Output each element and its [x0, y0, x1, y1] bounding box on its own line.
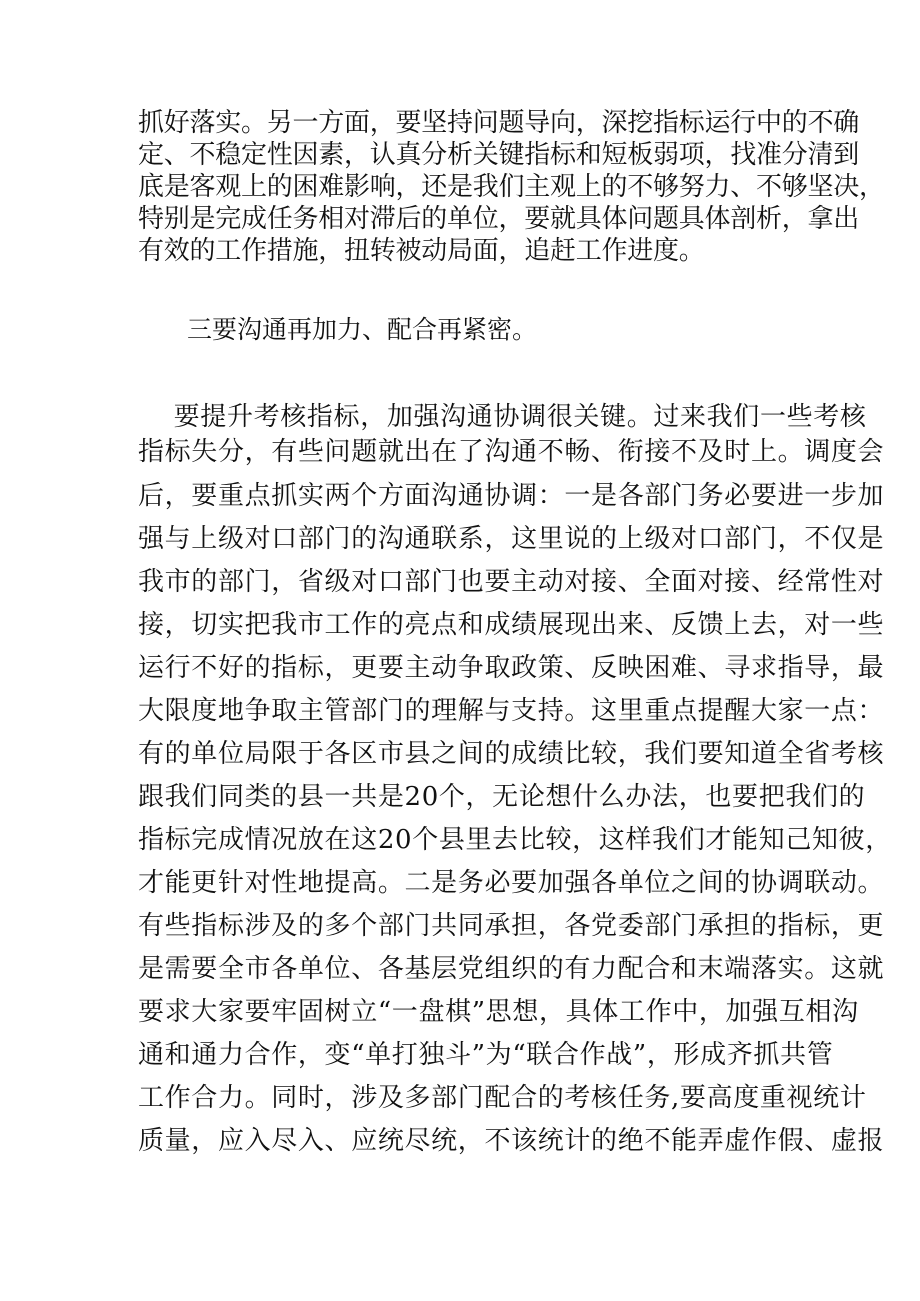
text-line: 有的单位局限于各区市县之间的成绩比较，我们要知道全省考核: [138, 739, 885, 769]
text-line: 运行不好的指标，更要主动争取政策、反映困难、寻求指导，最: [138, 653, 885, 683]
text-line: 通和通力合作，变“单打独斗”为“联合作战”，形成齐抓共管: [138, 1040, 834, 1070]
text-line: 抓好落实。另一方面，要坚持问题导向，深挖指标运行中的不确: [138, 108, 860, 138]
text-line: 质量，应入尽入、应统尽统，不该统计的绝不能弄虚作假、虚报: [138, 1126, 885, 1156]
text-line: 跟我们同类的县一共是20个，无论想什么办法，也要把我们的: [138, 782, 866, 812]
text-line: 后，要重点抓实两个方面沟通协调：一是各部门务必要进一步加: [138, 481, 885, 511]
text-line: 特别是完成任务相对滞后的单位，要就具体问题具体剖析，拿出: [138, 204, 860, 234]
text-line: 要提升考核指标，加强沟通协调很关键。过来我们一些考核: [138, 402, 867, 432]
text-line: 是需要全市各单位、各基层党组织的有力配合和末端落实。这就: [138, 954, 885, 984]
text-line: 强与上级对口部门的沟通联系，这里说的上级对口部门，不仅是: [138, 524, 885, 554]
text-line: 有效的工作措施，扭转被动局面，追赶工作进度。: [138, 236, 705, 266]
text-line: 要求大家要牢固树立“一盘棋”思想，具体工作中，加强互相沟: [138, 997, 859, 1027]
text-line: 指标完成情况放在这20个县里去比较，这样我们才能知己知彼，: [138, 825, 892, 855]
text-line: 接，切实把我市工作的亮点和成绩展现出来、反馈上去，对一些: [138, 610, 885, 640]
text-line: 指标失分，有些问题就出在了沟通不畅、衔接不及时上。调度会: [138, 437, 885, 467]
section-heading: 三要沟通再加力、配合再紧密。: [187, 315, 538, 344]
text-line: 才能更针对性地提高。二是务必要加强各单位之间的协调联动。: [138, 868, 885, 898]
text-line: 有些指标涉及的多个部门共同承担，各党委部门承担的指标，更: [138, 911, 885, 941]
text-line: 我市的部门，省级对口部门也要主动对接、全面对接、经常性对: [138, 567, 885, 597]
text-line: 定、不稳定性因素，认真分析关键指标和短板弱项，找准分清到: [138, 140, 860, 170]
text-line: 工作合力。同时，涉及多部门配合的考核任务,要高度重视统计: [138, 1083, 867, 1113]
text-line: 大限度地争取主管部门的理解与支持。这里重点提醒大家一点：: [138, 696, 885, 726]
text-line: 底是客观上的困难影响，还是我们主观上的不够努力、不够坚决，: [138, 172, 885, 202]
